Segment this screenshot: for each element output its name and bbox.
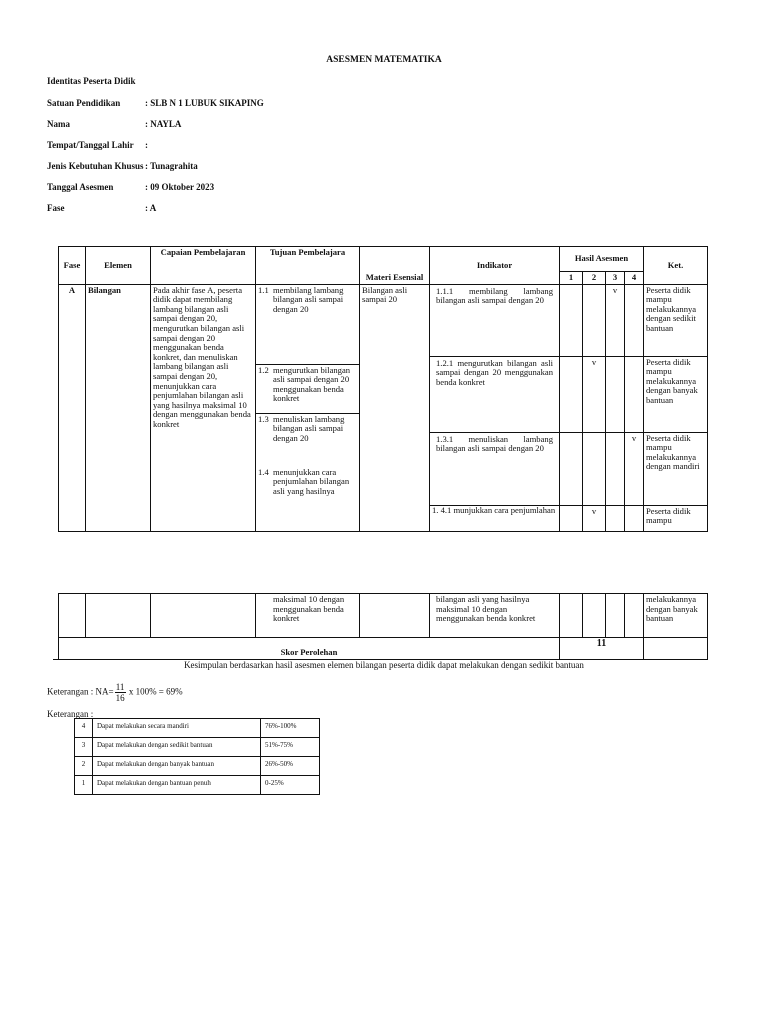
- legend-heading: Keterangan :: [47, 709, 94, 719]
- legend-range-2: 26%-50%: [261, 757, 320, 776]
- score-1-2: [583, 284, 606, 356]
- cont-elemen: [86, 594, 151, 638]
- formula-suffix: x 100% = 69%: [128, 686, 183, 697]
- field-label-nama: Nama: [47, 119, 70, 129]
- score-2-2-check: v: [583, 356, 606, 432]
- legend-desc-1: Dapat melakukan dengan bantuan penuh: [93, 776, 261, 795]
- field-value-jenis: : Tunagrahita: [145, 161, 198, 171]
- ket-2: Peserta didik mampu melakukannya dengan banyak bantuan: [644, 356, 708, 432]
- legend-desc-2: Dapat melakukan dengan banyak bantuan: [93, 757, 261, 776]
- cont-fase: [59, 594, 86, 638]
- header-tujuan: Tujuan Pembelajara: [256, 247, 360, 285]
- cont-ket: melakukannya dengan banyak bantuan: [644, 594, 708, 638]
- score-3-2: [583, 432, 606, 505]
- header-score-2: 2: [583, 272, 606, 285]
- formula-fraction: [115, 682, 126, 703]
- indikator-2: 1.2.1 mengurutkan bilangan asli sampai dengan 20 menggunakan benda konkret: [430, 356, 560, 432]
- legend-range-3: 51%-75%: [261, 738, 320, 757]
- ket-4: Peserta didik mampu: [644, 505, 708, 531]
- header-score-1: 1: [560, 272, 583, 285]
- cont-tujuan: maksimal 10 dengan menggunakan benda konkret: [256, 594, 360, 638]
- cell-fase: A: [59, 284, 86, 531]
- score-2-4: [625, 356, 644, 432]
- tujuan-text-4: menunjukkan cara penjumlahan bilangan asli yang hasilnya: [273, 466, 350, 496]
- cont-indikator: bilangan asli yang hasilnya maksimal 10 dengan menggunakan benda konkret: [430, 594, 560, 638]
- legend-score-1: 1: [75, 776, 93, 795]
- indikator-1: 1.1.1 membilang lambang bilangan asli sampai dengan 20: [430, 284, 560, 356]
- tujuan-num-2: 1.2: [258, 364, 269, 375]
- cell-capaian: Pada akhir fase A, peserta didik dapat membilang lambang bilangan asli sampai dengan 20, mengurutkan bilangan asli sampai dengan 20 menggunakan benda konkret, dan menuliskan lambang bilangan asli sampai dengan 20, menunjukkan cara penjumlahan bilangan asli yang hasilnya maksimal 10 dengan menggunakan benda konkret: [151, 284, 256, 531]
- field-value-nama: : NAYLA: [145, 119, 182, 129]
- score-1-3-check: v: [606, 284, 625, 356]
- field-value-satuan: : SLB N 1 LUBUK SIKAPING: [145, 98, 264, 108]
- legend-score-2: 2: [75, 757, 93, 776]
- score-1-1: [560, 284, 583, 356]
- cont-score-2: [583, 594, 606, 638]
- skor-ket: [644, 638, 708, 660]
- score-4-1: [560, 505, 583, 531]
- cont-capaian: [151, 594, 256, 638]
- legend-desc-4: Dapat melakukan secara mandiri: [93, 719, 261, 738]
- formula-numerator: 11: [115, 682, 125, 692]
- indikator-4: 1. 4.1 munjukkan cara penjumlahan: [430, 505, 560, 531]
- field-value-tanggal: : 09 Oktober 2023: [145, 182, 215, 192]
- assessment-table-continued: [58, 593, 708, 660]
- field-value-ttl: :: [145, 140, 148, 150]
- cont-score-4: [625, 594, 644, 638]
- cont-score-1: [560, 594, 583, 638]
- tujuan-text-1: membilang lambang bilangan asli sampai dengan 20: [273, 284, 344, 314]
- cell-elemen: Bilangan: [86, 284, 151, 531]
- tujuan-num-1: 1.1: [258, 284, 269, 295]
- header-fase: Fase: [59, 247, 86, 285]
- score-3-4-check: v: [625, 432, 644, 505]
- ket-1: Peserta didik mampu melakukannya dengan sedikit bantuan: [644, 284, 708, 356]
- document-title: ASESMEN MATEMATIKA: [326, 55, 442, 65]
- score-3-3: [606, 432, 625, 505]
- cell-materi: Bilangan asli sampai 20: [360, 284, 430, 531]
- formula: [47, 682, 183, 703]
- legend-desc-3: Dapat melakukan dengan sedikit bantuan: [93, 738, 261, 757]
- cont-materi: [360, 594, 430, 638]
- field-label-jenis: Jenis Kebutuhan Khusus: [47, 161, 144, 171]
- header-ket: Ket.: [644, 247, 708, 285]
- score-1-4: [625, 284, 644, 356]
- legend-range-4: 76%-100%: [261, 719, 320, 738]
- header-elemen: Elemen: [86, 247, 151, 285]
- assessment-table: [58, 246, 708, 532]
- header-indikator: Indikator: [430, 247, 560, 285]
- legend-score-3: 3: [75, 738, 93, 757]
- tujuan-text-2: mengurutkan bilangan asli sampai dengan 20 menggunakan benda konkret: [273, 364, 351, 404]
- score-2-1: [560, 356, 583, 432]
- header-materi: Materi Esensial: [360, 247, 430, 285]
- header-capaian: Capaian Pembelajaran: [151, 247, 256, 285]
- legend-score-4: 4: [75, 719, 93, 738]
- header-hasil-asesmen: Hasil Asesmen: [560, 247, 644, 272]
- field-value-fase: : A: [145, 203, 157, 213]
- score-4-2-check: v: [583, 505, 606, 531]
- ket-3: Peserta didik mampu melakukannya dengan mandiri: [644, 432, 708, 505]
- field-label-satuan: Satuan Pendidikan: [47, 98, 121, 108]
- tujuan-num-3: 1.3: [258, 413, 269, 424]
- cont-score-3: [606, 594, 625, 638]
- header-score-4: 4: [625, 272, 644, 285]
- legend-table: [74, 718, 320, 795]
- skor-perolehan-value: 11: [560, 638, 644, 660]
- identity-heading: Identitas Peserta Didik: [47, 76, 136, 86]
- indikator-3: 1.3.1 menuliskan lambang bilangan asli sampai dengan 20: [430, 432, 560, 505]
- formula-prefix: Keterangan : NA=: [47, 686, 114, 697]
- field-label-fase: Fase: [47, 203, 65, 213]
- cell-tujuan: [256, 284, 360, 531]
- tujuan-text-3: menuliskan lambang bilangan asli sampai dengan 20: [273, 413, 345, 443]
- legend-range-1: 0-25%: [261, 776, 320, 795]
- header-score-3: 3: [606, 272, 625, 285]
- conclusion-text: Kesimpulan berdasarkan hasil asesmen elemen bilangan peserta didik dapat melakukan dengan sedikit bantuan: [184, 660, 584, 670]
- formula-denominator: 16: [115, 693, 125, 703]
- field-label-tanggal: Tanggal Asesmen: [47, 182, 114, 192]
- score-4-3: [606, 505, 625, 531]
- score-2-3: [606, 356, 625, 432]
- tujuan-num-4: 1.4: [258, 466, 269, 477]
- score-3-1: [560, 432, 583, 505]
- skor-perolehan-label: Skor Perolehan: [59, 638, 560, 660]
- field-label-ttl: Tempat/Tanggal Lahir: [47, 140, 134, 150]
- score-4-4: [625, 505, 644, 531]
